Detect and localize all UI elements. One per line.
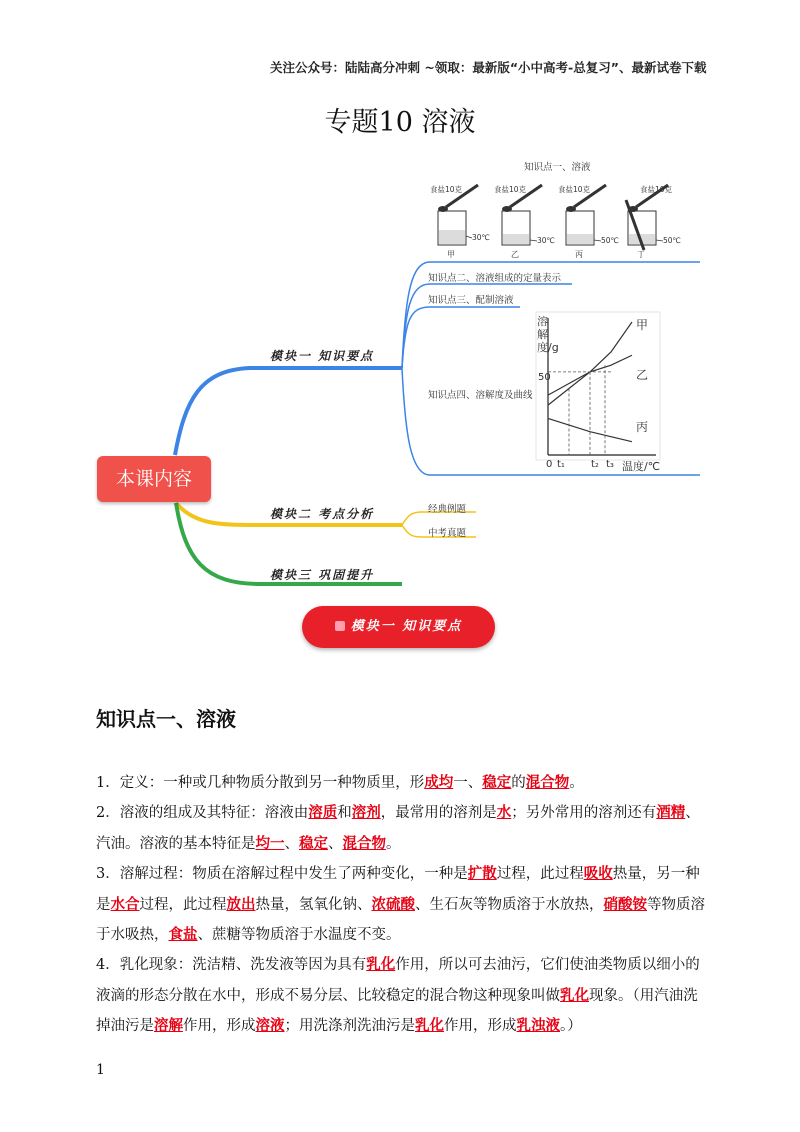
text-run: 一、 <box>453 775 483 791</box>
keyword-answer: 混合物 <box>525 774 570 791</box>
branch-label-module2: 模块二 考点分析 <box>270 507 375 521</box>
keyword-answer: 成均 <box>424 774 454 791</box>
beaker-1-salt: 食盐10克 <box>430 185 463 194</box>
sub-item-exam: 中考真题 <box>428 528 467 539</box>
section-heading: 知识点一、溶液 <box>96 707 236 731</box>
paragraph-2 <box>96 798 708 859</box>
keyword-answer: 溶质 <box>308 804 338 822</box>
keyword-answer: 放出 <box>226 895 256 913</box>
beaker-2-name: 乙 <box>511 250 519 259</box>
sub-item-knowledge1: 知识点一、溶液 <box>524 162 591 173</box>
keyword-answer: 乳化 <box>560 986 589 1004</box>
page-title: 专题10 溶液 <box>324 107 476 138</box>
beaker-2-salt: 食盐10克 <box>494 185 527 194</box>
text-run: 。 <box>386 835 401 852</box>
text-run: 过程，此过程 <box>496 866 584 883</box>
sub-item-example: 经典例题 <box>428 504 467 515</box>
beaker-2-temp: 30℃ <box>537 236 555 245</box>
mindmap-diagram <box>0 150 800 610</box>
beaker-4-temp: 50℃ <box>663 236 681 245</box>
text-run: ，最常用的溶剂是 <box>380 805 497 822</box>
keyword-answer: 稳定 <box>299 834 328 852</box>
text-run: 、 <box>328 835 343 852</box>
text-run: 。） <box>560 1018 582 1035</box>
mindmap-center-node: 本课内容 <box>97 456 211 502</box>
text-run: 的 <box>511 775 526 791</box>
text-run: 热量，氢氧化钠、 <box>255 896 372 913</box>
chart-y-label: 溶解度/g <box>537 315 559 354</box>
text-run: ；另外常用的溶剂还有 <box>511 805 657 822</box>
text-run: ；用洗涤剂洗油污是 <box>284 1018 415 1035</box>
branch-label-module3: 模块三 巩固提升 <box>270 568 375 582</box>
sub-item-knowledge4: 知识点四、溶解度及曲线 <box>428 390 533 401</box>
keyword-answer: 乳浊液 <box>516 1017 560 1035</box>
text-run: 2．溶液的组成及其特征：溶液由 <box>96 805 309 822</box>
text-run: 作用，形成 <box>444 1018 517 1035</box>
text-run: 、汽油。溶液的基本特征是 <box>96 805 700 852</box>
text-run: 现象。（用汽油洗掉油污是 <box>96 987 698 1035</box>
keyword-answer: 吸收 <box>583 865 613 883</box>
keyword-answer: 稳定 <box>482 774 512 791</box>
body-text <box>96 768 708 1042</box>
keyword-answer: 溶液 <box>255 1017 285 1035</box>
keyword-answer: 食盐 <box>168 926 198 944</box>
text-run: 等物质溶于水吸热， <box>96 896 705 944</box>
text-run: 1．定义：一种或几种物质分散到另一种物质里，形 <box>96 775 425 791</box>
text-run: 作用，所以可去油污，它们使油类物质以细小的液滴的形态分散在水中，形成不易分层、比较稳定的混合物这种现象叫做 <box>96 957 700 1004</box>
header-note: 关注公众号：陆陆高分冲刺 ~领取：最新版“小中高考-总复习”、最新试卷下载 <box>270 60 707 75</box>
beaker-3-temp: 50℃ <box>601 236 619 245</box>
pill-label: 模块一 知识要点 <box>350 619 463 634</box>
module1-pill-button[interactable] <box>302 606 495 648</box>
branch-label-module1: 模块一 知识要点 <box>270 349 375 363</box>
beaker-4-name: 丁 <box>637 250 645 259</box>
keyword-answer: 混合物 <box>342 834 386 852</box>
text-run: 4．乳化现象：洗洁精、洗发液等因为具有 <box>96 957 367 974</box>
beaker-1-temp: 30℃ <box>472 233 490 242</box>
beaker-3-salt: 食盐10克 <box>558 185 591 194</box>
chart-series-label-yi: 乙 <box>636 368 649 382</box>
beaker-3-name: 丙 <box>575 250 583 259</box>
text-run: 过程，此过程 <box>139 896 227 913</box>
chart-x-tick-t1: t₁ <box>557 459 565 470</box>
keyword-answer: 溶解 <box>154 1017 183 1035</box>
chart-x-tick-t3: t₃ <box>606 459 614 470</box>
keyword-answer: 水合 <box>110 895 140 913</box>
sub-branch-3 <box>402 307 520 368</box>
keyword-answer: 乳化 <box>366 956 396 974</box>
beaker-4-salt: 食盐10克 <box>640 185 673 194</box>
beaker-1-name: 甲 <box>447 250 455 259</box>
keyword-answer: 扩散 <box>467 865 497 883</box>
text-run: 、蔗糖等物质溶于水温度不变。 <box>197 927 401 944</box>
keyword-answer: 水 <box>496 804 512 822</box>
page-number: 1 <box>96 1062 105 1078</box>
module-icon <box>335 621 345 631</box>
chart-x-tick-0: 0 <box>546 459 553 470</box>
text-run: 、生石灰等物质溶于水放热， <box>415 896 604 913</box>
text-run: 热量，另一种是 <box>96 866 700 913</box>
text-run: 3．溶解过程：物质在溶解过程中发生了两种变化，一种是 <box>96 866 468 883</box>
chart-y-tick-50: 50 <box>538 372 551 383</box>
sub-item-knowledge3: 知识点三、配制溶液 <box>428 295 514 306</box>
keyword-answer: 均一 <box>255 834 285 852</box>
keyword-answer: 硝酸铵 <box>603 895 647 913</box>
chart-x-tick-t2: t₂ <box>591 459 599 470</box>
keyword-answer: 乳化 <box>415 1017 444 1035</box>
chart-x-label: 温度/℃ <box>622 460 661 473</box>
chart-series-label-bing: 丙 <box>636 420 649 434</box>
text-run: 和 <box>337 805 352 822</box>
paragraph-3 <box>96 859 708 950</box>
paragraph-1 <box>96 768 708 798</box>
chart-series-label-jia: 甲 <box>636 318 649 332</box>
text-run: 作用，形成 <box>183 1018 256 1035</box>
keyword-answer: 酒精 <box>656 804 686 822</box>
branch-line-1 <box>175 368 402 455</box>
text-run: 。 <box>569 775 584 791</box>
keyword-answer: 浓硫酸 <box>371 895 415 913</box>
sub-item-knowledge2: 知识点二、溶液组成的定量表示 <box>428 273 562 284</box>
text-run: 、 <box>284 835 299 852</box>
paragraph-4 <box>96 950 708 1041</box>
solubility-chart <box>536 312 660 460</box>
keyword-answer: 溶剂 <box>351 804 381 822</box>
